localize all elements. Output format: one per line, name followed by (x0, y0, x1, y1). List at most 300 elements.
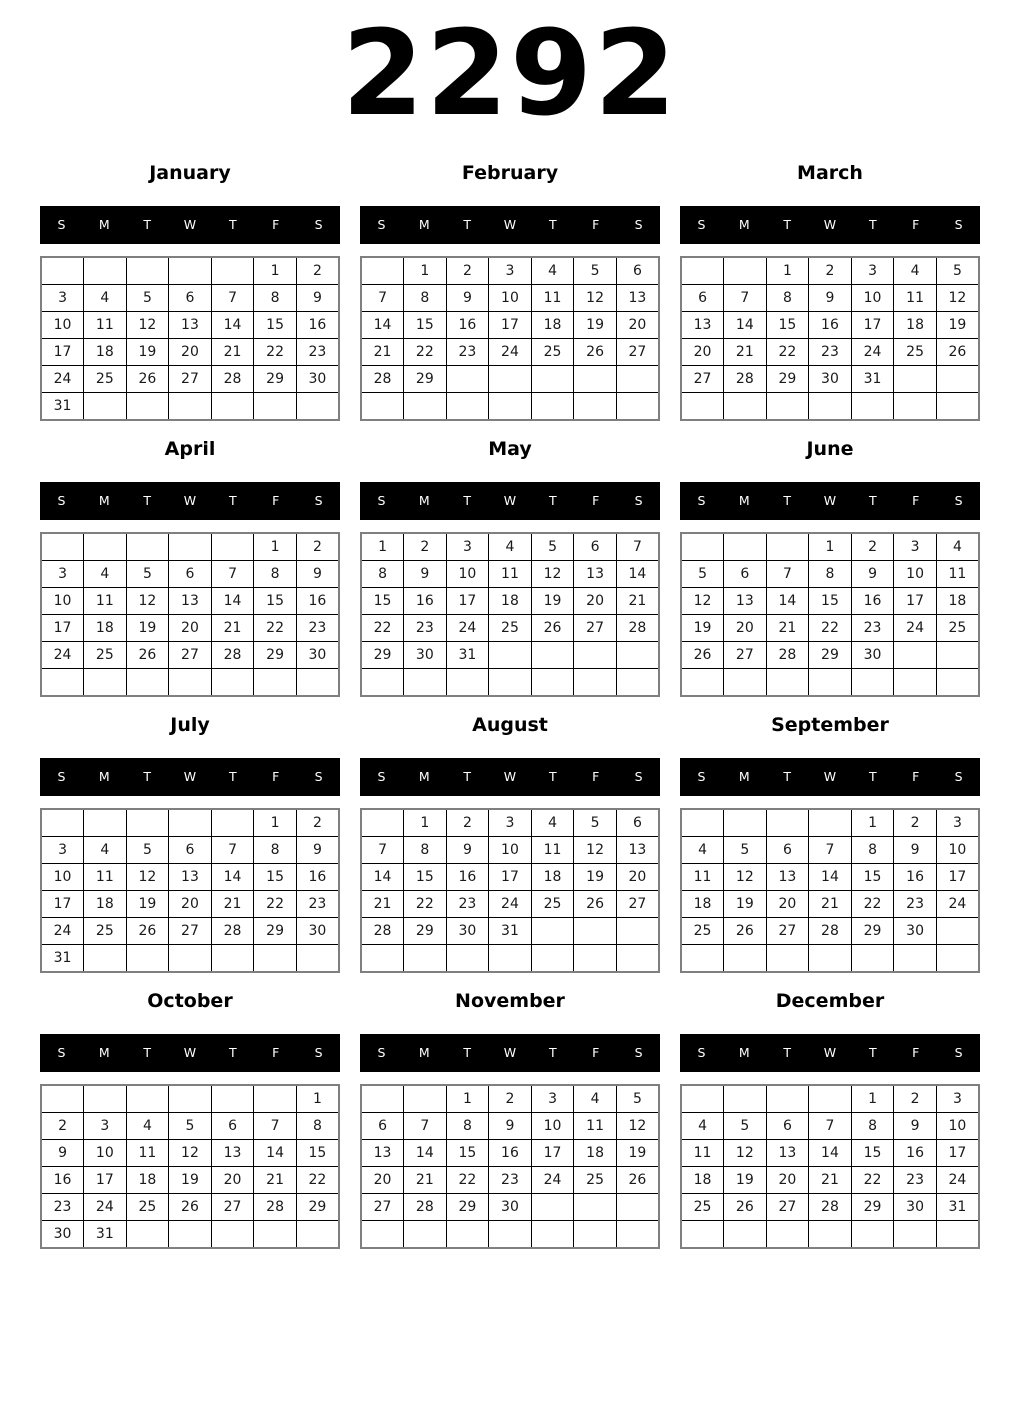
week-row (41, 945, 339, 973)
day-cell (169, 809, 212, 837)
day-cell: 5 (531, 533, 574, 561)
day-cell: 14 (254, 1140, 297, 1167)
day-cell: 26 (169, 1194, 212, 1221)
day-cell: 25 (681, 1194, 724, 1221)
month-title: March (797, 162, 863, 184)
day-cell: 24 (41, 366, 84, 393)
day-cell (41, 669, 84, 697)
day-cell: 25 (126, 1194, 169, 1221)
month-title: September (771, 714, 889, 736)
day-cell: 29 (254, 366, 297, 393)
day-cell: 17 (41, 615, 84, 642)
day-cell: 18 (84, 339, 127, 366)
day-cell: 18 (894, 312, 937, 339)
day-cell: 13 (681, 312, 724, 339)
day-cell: 21 (809, 1167, 852, 1194)
day-cell (404, 669, 447, 697)
day-cell (724, 945, 767, 973)
week-row (361, 669, 659, 697)
day-cell (894, 393, 937, 421)
day-cell: 17 (851, 312, 894, 339)
day-cell (446, 366, 489, 393)
day-cell: 18 (84, 891, 127, 918)
day-cell: 29 (404, 366, 447, 393)
day-cell: 23 (296, 615, 339, 642)
day-cell (724, 1221, 767, 1249)
day-cell: 19 (574, 312, 617, 339)
day-cell (211, 393, 254, 421)
day-cell: 28 (211, 918, 254, 945)
day-cell: 5 (126, 837, 169, 864)
month-grid (360, 1084, 660, 1249)
day-cell: 10 (446, 561, 489, 588)
day-cell: 28 (211, 366, 254, 393)
day-cell: 13 (211, 1140, 254, 1167)
day-cell: 17 (489, 864, 532, 891)
day-cell (84, 945, 127, 973)
day-cell: 30 (404, 642, 447, 669)
day-cell: 3 (531, 1085, 574, 1113)
day-cell: 7 (616, 533, 659, 561)
day-cell: 2 (809, 257, 852, 285)
day-cell: 4 (84, 285, 127, 312)
day-cell: 8 (851, 837, 894, 864)
day-cell (41, 1085, 84, 1113)
day-cell: 19 (724, 1167, 767, 1194)
day-cell (766, 1085, 809, 1113)
day-cell (894, 945, 937, 973)
day-cell (254, 945, 297, 973)
weekday-label: S (634, 1045, 643, 1060)
week-row (361, 1221, 659, 1249)
day-cell: 14 (361, 312, 404, 339)
day-cell: 15 (296, 1140, 339, 1167)
week-row (361, 588, 659, 615)
day-cell (126, 809, 169, 837)
day-cell (616, 669, 659, 697)
day-cell: 28 (724, 366, 767, 393)
weekday-header (40, 758, 340, 796)
day-cell: 10 (41, 864, 84, 891)
day-cell: 21 (361, 339, 404, 366)
week-row (681, 1194, 979, 1221)
week-row (361, 339, 659, 366)
day-cell: 24 (489, 891, 532, 918)
day-cell: 20 (361, 1167, 404, 1194)
day-cell: 26 (936, 339, 979, 366)
weekday-label: S (314, 493, 323, 508)
month-grid (360, 532, 660, 697)
day-cell: 25 (681, 918, 724, 945)
weekday-label: M (738, 493, 750, 508)
day-cell (404, 1085, 447, 1113)
day-cell (169, 257, 212, 285)
weekday-label: M (738, 769, 750, 784)
week-row (41, 533, 339, 561)
week-row (681, 257, 979, 285)
day-cell (296, 1221, 339, 1249)
day-cell: 22 (766, 339, 809, 366)
day-cell (681, 945, 724, 973)
day-cell (126, 1221, 169, 1249)
day-cell: 10 (84, 1140, 127, 1167)
day-cell: 23 (296, 891, 339, 918)
day-cell: 22 (809, 615, 852, 642)
day-cell (126, 1085, 169, 1113)
day-cell: 20 (574, 588, 617, 615)
weekday-label: F (272, 493, 280, 508)
day-cell: 23 (894, 891, 937, 918)
weekday-label: S (697, 217, 706, 232)
day-cell: 6 (724, 561, 767, 588)
day-cell: 4 (126, 1113, 169, 1140)
week-row (41, 864, 339, 891)
day-cell (361, 257, 404, 285)
weekday-label: T (783, 493, 791, 508)
day-cell (894, 669, 937, 697)
day-cell (936, 945, 979, 973)
day-cell: 1 (404, 809, 447, 837)
day-cell (574, 366, 617, 393)
month-grid (680, 1084, 980, 1249)
day-cell: 29 (446, 1194, 489, 1221)
day-cell: 21 (211, 339, 254, 366)
day-cell: 9 (404, 561, 447, 588)
day-cell: 15 (851, 1140, 894, 1167)
day-cell (254, 669, 297, 697)
day-cell: 19 (724, 891, 767, 918)
day-cell: 30 (809, 366, 852, 393)
day-cell: 15 (254, 864, 297, 891)
day-cell (809, 393, 852, 421)
day-cell: 26 (531, 615, 574, 642)
day-cell: 2 (404, 533, 447, 561)
day-cell (169, 1221, 212, 1249)
day-cell (766, 945, 809, 973)
day-cell: 20 (766, 1167, 809, 1194)
weekday-label: F (272, 769, 280, 784)
day-cell (84, 1085, 127, 1113)
weekday-label: F (592, 769, 600, 784)
weekday-header (360, 1034, 660, 1072)
day-cell: 15 (851, 864, 894, 891)
week-row (361, 891, 659, 918)
day-cell: 2 (894, 1085, 937, 1113)
day-cell: 20 (681, 339, 724, 366)
day-cell: 17 (489, 312, 532, 339)
weekday-label: S (314, 769, 323, 784)
day-cell: 17 (41, 891, 84, 918)
weekday-label: M (418, 769, 430, 784)
day-cell: 26 (616, 1167, 659, 1194)
day-cell (211, 669, 254, 697)
day-cell: 11 (531, 837, 574, 864)
day-cell: 10 (489, 285, 532, 312)
day-cell: 16 (296, 312, 339, 339)
weekday-label: T (143, 493, 151, 508)
day-cell: 7 (809, 837, 852, 864)
day-cell: 31 (41, 945, 84, 973)
day-cell (361, 669, 404, 697)
day-cell (616, 1194, 659, 1221)
weekday-label: S (634, 769, 643, 784)
day-cell: 4 (681, 1113, 724, 1140)
day-cell: 9 (296, 837, 339, 864)
day-cell: 7 (361, 285, 404, 312)
day-cell: 3 (936, 1085, 979, 1113)
day-cell: 18 (574, 1140, 617, 1167)
day-cell: 25 (531, 339, 574, 366)
day-cell: 8 (809, 561, 852, 588)
day-cell: 21 (361, 891, 404, 918)
weekday-header (680, 758, 980, 796)
month-title: January (149, 162, 231, 184)
day-cell: 21 (211, 891, 254, 918)
day-cell (766, 1221, 809, 1249)
day-cell: 22 (296, 1167, 339, 1194)
day-cell: 3 (84, 1113, 127, 1140)
day-cell: 29 (254, 918, 297, 945)
day-cell (681, 669, 724, 697)
day-cell (809, 1085, 852, 1113)
day-cell: 1 (446, 1085, 489, 1113)
day-cell: 14 (616, 561, 659, 588)
day-cell: 6 (681, 285, 724, 312)
day-cell: 19 (126, 339, 169, 366)
day-cell (574, 918, 617, 945)
day-cell (169, 669, 212, 697)
months-grid (0, 162, 1020, 1249)
weekday-label: T (229, 769, 237, 784)
day-cell: 25 (574, 1167, 617, 1194)
weekday-label: T (869, 769, 877, 784)
weekday-label: W (503, 217, 517, 232)
day-cell: 2 (296, 257, 339, 285)
week-row (681, 945, 979, 973)
month-title: May (488, 438, 532, 460)
day-cell: 9 (41, 1140, 84, 1167)
day-cell: 7 (211, 837, 254, 864)
month-september (680, 714, 980, 973)
day-cell: 15 (809, 588, 852, 615)
day-cell (446, 945, 489, 973)
day-cell: 13 (169, 312, 212, 339)
day-cell (724, 257, 767, 285)
weekday-label: T (549, 1045, 557, 1060)
day-cell: 31 (489, 918, 532, 945)
weekday-label: S (954, 493, 963, 508)
weekday-label: T (783, 1045, 791, 1060)
month-grid (680, 808, 980, 973)
day-cell: 11 (681, 864, 724, 891)
day-cell: 29 (851, 1194, 894, 1221)
weekday-label: M (418, 493, 430, 508)
day-cell: 1 (296, 1085, 339, 1113)
day-cell: 28 (211, 642, 254, 669)
day-cell (531, 669, 574, 697)
week-row (681, 1167, 979, 1194)
weekday-label: T (143, 769, 151, 784)
day-cell (361, 809, 404, 837)
day-cell: 15 (404, 864, 447, 891)
day-cell: 15 (404, 312, 447, 339)
day-cell (169, 393, 212, 421)
day-cell (616, 1221, 659, 1249)
day-cell: 26 (574, 891, 617, 918)
day-cell: 27 (574, 615, 617, 642)
weekday-label: W (183, 1045, 197, 1060)
weekday-label: W (183, 769, 197, 784)
weekday-label: T (229, 217, 237, 232)
week-row (361, 533, 659, 561)
day-cell: 21 (254, 1167, 297, 1194)
week-row (41, 393, 339, 421)
day-cell: 18 (681, 891, 724, 918)
day-cell (574, 945, 617, 973)
month-title: April (164, 438, 216, 460)
day-cell: 7 (211, 285, 254, 312)
day-cell: 30 (41, 1221, 84, 1249)
day-cell: 21 (616, 588, 659, 615)
day-cell (809, 809, 852, 837)
day-cell: 18 (531, 864, 574, 891)
day-cell: 19 (681, 615, 724, 642)
weekday-header (680, 482, 980, 520)
day-cell: 6 (169, 561, 212, 588)
day-cell (84, 393, 127, 421)
day-cell (211, 1221, 254, 1249)
day-cell: 6 (169, 285, 212, 312)
day-cell: 14 (404, 1140, 447, 1167)
weekday-label: T (869, 217, 877, 232)
week-row (41, 588, 339, 615)
month-june (680, 438, 980, 697)
day-cell: 3 (936, 809, 979, 837)
weekday-label: S (634, 217, 643, 232)
day-cell: 17 (936, 1140, 979, 1167)
weekday-header (360, 482, 660, 520)
day-cell: 8 (254, 285, 297, 312)
day-cell: 26 (724, 918, 767, 945)
week-row (361, 312, 659, 339)
day-cell (851, 669, 894, 697)
weekday-label: W (503, 769, 517, 784)
year-title: 2292 (341, 4, 679, 142)
day-cell: 18 (531, 312, 574, 339)
month-november (360, 990, 660, 1249)
week-row (681, 312, 979, 339)
day-cell: 1 (809, 533, 852, 561)
day-cell: 4 (84, 837, 127, 864)
day-cell (936, 366, 979, 393)
day-cell: 10 (851, 285, 894, 312)
day-cell (809, 1221, 852, 1249)
day-cell: 28 (254, 1194, 297, 1221)
day-cell: 16 (296, 588, 339, 615)
weekday-label: W (823, 217, 837, 232)
day-cell: 22 (254, 891, 297, 918)
weekday-label: W (183, 217, 197, 232)
day-cell: 16 (446, 864, 489, 891)
day-cell: 2 (489, 1085, 532, 1113)
day-cell: 17 (531, 1140, 574, 1167)
day-cell (936, 918, 979, 945)
day-cell (809, 669, 852, 697)
day-cell: 12 (574, 285, 617, 312)
week-row (361, 366, 659, 393)
day-cell: 27 (616, 339, 659, 366)
day-cell: 27 (361, 1194, 404, 1221)
day-cell: 6 (169, 837, 212, 864)
week-row (361, 1167, 659, 1194)
day-cell: 20 (169, 339, 212, 366)
weekday-label: F (912, 769, 920, 784)
week-row (681, 891, 979, 918)
day-cell: 10 (41, 312, 84, 339)
day-cell: 11 (681, 1140, 724, 1167)
day-cell: 9 (296, 285, 339, 312)
day-cell: 4 (489, 533, 532, 561)
day-cell: 5 (681, 561, 724, 588)
day-cell: 24 (936, 1167, 979, 1194)
weekday-label: S (57, 769, 66, 784)
week-row (41, 918, 339, 945)
day-cell (936, 1221, 979, 1249)
day-cell: 20 (211, 1167, 254, 1194)
week-row (361, 561, 659, 588)
day-cell (296, 393, 339, 421)
day-cell: 28 (361, 918, 404, 945)
day-cell: 23 (446, 339, 489, 366)
day-cell: 9 (446, 285, 489, 312)
week-row (41, 561, 339, 588)
day-cell: 6 (766, 837, 809, 864)
day-cell: 14 (211, 312, 254, 339)
weekday-header (360, 206, 660, 244)
day-cell (211, 257, 254, 285)
day-cell: 12 (724, 864, 767, 891)
day-cell: 25 (489, 615, 532, 642)
day-cell: 19 (616, 1140, 659, 1167)
weekday-label: W (823, 1045, 837, 1060)
day-cell: 22 (404, 339, 447, 366)
day-cell: 24 (84, 1194, 127, 1221)
month-title: August (472, 714, 548, 736)
day-cell: 8 (766, 285, 809, 312)
week-row (361, 1194, 659, 1221)
day-cell (724, 393, 767, 421)
day-cell (296, 945, 339, 973)
day-cell: 22 (361, 615, 404, 642)
week-row (361, 1113, 659, 1140)
day-cell (766, 669, 809, 697)
day-cell: 12 (616, 1113, 659, 1140)
weekday-label: F (272, 217, 280, 232)
day-cell: 19 (126, 615, 169, 642)
day-cell (254, 1221, 297, 1249)
day-cell (936, 642, 979, 669)
day-cell: 29 (404, 918, 447, 945)
week-row (681, 1085, 979, 1113)
month-grid (680, 256, 980, 421)
day-cell: 27 (766, 918, 809, 945)
day-cell (766, 809, 809, 837)
day-cell (169, 945, 212, 973)
month-december (680, 990, 980, 1249)
day-cell: 20 (616, 312, 659, 339)
day-cell (489, 393, 532, 421)
day-cell: 28 (404, 1194, 447, 1221)
